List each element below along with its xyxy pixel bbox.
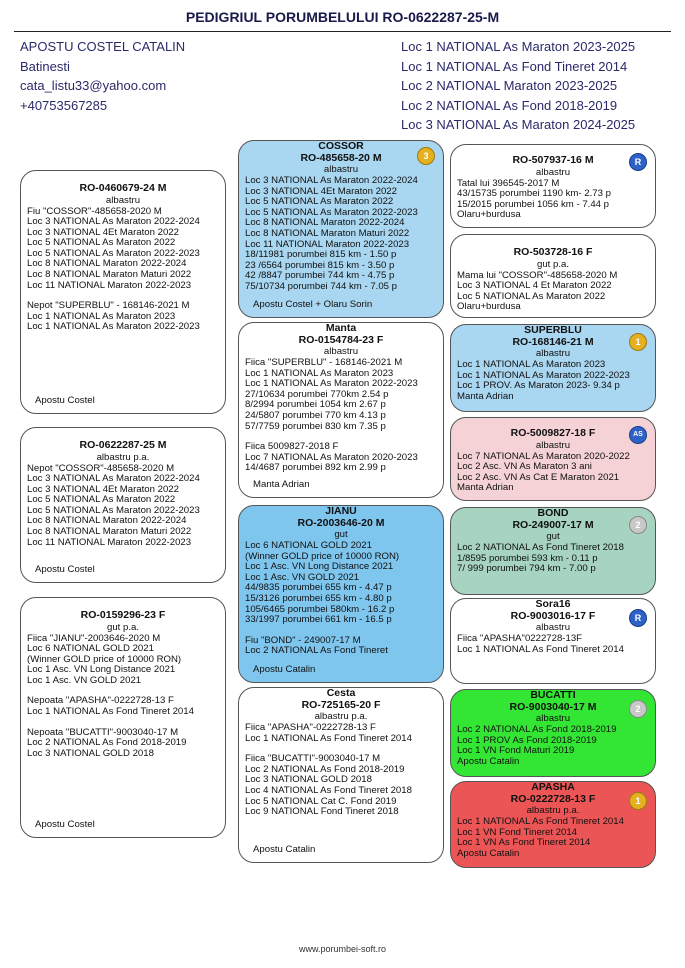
pigeon-color: albastru p.a. — [96, 451, 150, 463]
info-line: Loc 3 NATIONAL 4Et Maraton 2022 — [27, 226, 179, 238]
card-body-ancestry — [239, 754, 443, 818]
breeder-name: Apostu Catalin — [457, 755, 520, 767]
info-line: Fiica "APASHA"0222728-13F — [457, 633, 583, 644]
info-line: 42 /8847 porumbei 744 km - 4.75 p — [245, 270, 395, 282]
info-line: 18/11981 porumbei 815 km - 1.50 p — [245, 249, 397, 261]
info-line: Loc 6 NATIONAL GOLD 2021 — [27, 643, 154, 655]
registered-icon: R — [629, 153, 647, 171]
ring-number: RO-503728-16 F — [513, 246, 593, 258]
ring-number: RO-0154784-23 F — [298, 333, 384, 346]
medal-1-icon: 1 — [629, 792, 647, 810]
info-line: (Winner GOLD price of 10000 RON) — [245, 550, 400, 562]
ring-number: RO-725165-20 F — [301, 698, 381, 711]
info-line: Fiica 5009827-2018 F — [245, 441, 339, 453]
info-line: Loc 2 NATIONAL As Fond 2018-2019 — [27, 737, 187, 749]
info-line: Mama lui "COSSOR"-485658-2020 M — [457, 269, 618, 281]
ring-number: RO-0159296-23 F — [80, 609, 166, 621]
info-line: Loc 2 NATIONAL As Fond 2018-2019 — [245, 763, 405, 775]
pigeon-color: gut p.a. — [536, 258, 569, 270]
info-line: Loc 3 NATIONAL 4Et Maraton 2022 — [27, 483, 179, 495]
info-line: 7/ 999 porumbei 794 km - 7.00 p — [457, 563, 596, 575]
card-cossor[interactable] — [238, 140, 444, 318]
info-line: Loc 1 NATIONAL As Maraton 2023 — [457, 359, 606, 370]
info-line: Loc 2 NATIONAL As Fond Tineret 2018 — [457, 542, 624, 553]
info-line: Loc 7 NATIONAL As Maraton 2020-2023 — [245, 451, 418, 463]
pigeon-name: BOND — [537, 507, 569, 519]
title-line: Loc 2 NATIONAL As Fond 2018-2019 — [401, 97, 618, 113]
info-line: 24/5807 porumbei 770 km 4.13 p — [245, 409, 386, 421]
owner-name: APOSTU COSTEL CATALIN — [20, 39, 186, 54]
info-line: 43/15735 porumbei 1190 km- 2.73 p — [457, 188, 611, 200]
info-line: Loc 5 NATIONAL As Maraton 2022-2023 — [245, 206, 418, 218]
card-body — [239, 176, 443, 293]
info-line: 14/4687 porumbei 892 km 2.99 p — [245, 462, 386, 474]
ring-number: RO-2003646-20 M — [297, 516, 385, 529]
info-line: Fiica "SUPERBLU" - 168146-2021 M — [245, 357, 403, 368]
info-line: Loc 1 NATIONAL As Maraton 2022-2023 — [245, 378, 418, 390]
breeder-name: Apostu Costel + Olaru Sorin — [253, 299, 373, 311]
info-line: Loc 8 NATIONAL Maraton 2022-2024 — [27, 258, 187, 270]
card-body — [451, 543, 655, 575]
info-line: 75/10734 porumbei 744 km - 7.05 p — [245, 280, 398, 292]
title-line: Loc 1 NATIONAL As Fond Tineret 2014 — [401, 58, 628, 74]
card-body-ancestry-2 — [21, 728, 225, 760]
card-body — [451, 817, 655, 849]
pigeon-color: albastru — [535, 622, 571, 633]
breeder-name: Manta Adrian — [253, 479, 310, 491]
title-line: Loc 2 NATIONAL Maraton 2023-2025 — [401, 78, 618, 94]
medal-3-icon: 3 — [417, 147, 435, 165]
info-line: 15/2015 porumbei 1056 km - 7.44 p — [457, 198, 610, 210]
info-line: Loc 1 NATIONAL As Fond Tineret 2014 — [27, 706, 194, 718]
info-line: Nepoata "BUCATTI"-9003040-17 M — [27, 726, 179, 738]
info-line: Loc 8 NATIONAL Maraton Maturi 2022 — [27, 526, 192, 538]
medal-1-icon: 1 — [629, 333, 647, 351]
info-line: Loc 3 NATIONAL 4 Et Maraton 2022 — [457, 280, 612, 292]
pigeon-titles — [401, 37, 635, 135]
card-body — [451, 725, 655, 757]
card-body — [21, 207, 225, 292]
info-line: 1/8595 porumbei 593 km - 0.11 p — [457, 552, 598, 564]
info-line: Loc 5 NATIONAL As Maraton 2022-2023 — [27, 247, 200, 259]
pigeon-name: SUPERBLU — [524, 324, 582, 336]
breeder-name: Apostu Costel — [35, 819, 95, 831]
pigeon-color: albastru — [323, 164, 359, 175]
medal-2-icon: 2 — [629, 700, 647, 718]
card-dam[interactable] — [20, 597, 226, 838]
title-line: Loc 3 NATIONAL As Maraton 2024-2025 — [401, 117, 636, 133]
ring-number: RO-249007-17 M — [512, 518, 594, 531]
info-line: Loc 11 NATIONAL Maraton 2022-2023 — [245, 238, 410, 250]
info-line: Loc 2 NATIONAL As Fond Tineret — [245, 645, 388, 657]
owner-info — [20, 37, 185, 115]
info-line: Loc 1 NATIONAL As Fond Tineret 2014 — [457, 643, 624, 655]
pigeon-color: albastru — [105, 194, 141, 206]
info-line: Loc 2 Asc. VN As Cat E Maraton 2021 — [457, 471, 620, 483]
info-line: Nepot "COSSOR"-485658-2020 M — [27, 462, 175, 474]
info-line: 27/10634 porumbei 770km 2.54 p — [245, 388, 389, 400]
card-gen3-1[interactable] — [450, 144, 656, 228]
title-line: Loc 1 NATIONAL As Maraton 2023-2025 — [401, 39, 636, 54]
pigeon-color: albastru — [535, 348, 571, 359]
info-line: Loc 1 VN Fond Tineret 2014 — [457, 826, 577, 838]
breeder-name: Apostu Costel — [35, 395, 95, 407]
card-body-ancestry — [21, 301, 225, 333]
breeder-name: Olaru+burdusa — [457, 209, 521, 221]
info-line: Loc 5 NATIONAL As Maraton 2022 — [27, 237, 176, 249]
card-body-ancestry — [239, 442, 443, 474]
info-line: Loc 11 NATIONAL Maraton 2022-2023 — [27, 279, 192, 291]
info-line: Loc 2 Asc. VN As Maraton 3 ani — [457, 461, 592, 473]
pigeon-name: BUCATTI — [530, 689, 576, 701]
breeder-name: Olaru+burdusa — [457, 301, 521, 313]
card-body — [21, 634, 225, 687]
info-line: Loc 8 NATIONAL Maraton Maturi 2022 — [245, 227, 410, 239]
info-line: Loc 1 PROV. As Maraton 2023- 9.34 p — [457, 380, 620, 392]
pigeon-color: albastru — [323, 346, 359, 357]
pigeon-name: COSSOR — [318, 140, 364, 152]
card-body — [239, 541, 443, 626]
pigeon-color: gut p.a. — [106, 621, 139, 633]
info-line: 105/6465 porumbei 580km - 16.2 p — [245, 603, 395, 615]
info-line: 44/9835 porumbei 655 km - 4.47 p — [245, 582, 392, 594]
owner-email[interactable]: cata_listu33@yahoo.com — [20, 78, 167, 94]
info-line: Loc 1 NATIONAL As Maraton 2023 — [27, 310, 176, 322]
info-line: Loc 4 NATIONAL As Fond Tineret 2018 — [245, 784, 412, 796]
info-line: Loc 3 NATIONAL As Maraton 2022-2024 — [27, 473, 200, 485]
info-line: Loc 1 Asc. VN GOLD 2021 — [27, 674, 142, 686]
info-line: Loc 7 NATIONAL As Maraton 2020-2022 — [457, 450, 630, 462]
breeder-name: Apostu Costel — [35, 564, 95, 576]
pigeon-color: gut — [334, 529, 348, 540]
info-line: Loc 8 NATIONAL Maraton 2022-2024 — [245, 217, 405, 229]
ring-number: RO-9003040-17 M — [509, 700, 597, 713]
info-line: 23 /6564 porumbei 815 km - 3.50 p — [245, 259, 395, 271]
ring-number: RO-0622287-25 M — [79, 439, 167, 451]
card-sora16[interactable] — [450, 598, 656, 684]
card-sire[interactable] — [20, 170, 226, 414]
pigeon-name: Cesta — [326, 687, 356, 699]
info-line: 8/2994 porumbei 1054 km 2.67 p — [245, 399, 386, 411]
as-trophy-icon: AS — [629, 426, 647, 444]
owner-phone: +40753567285 — [20, 97, 108, 113]
card-apasha[interactable] — [450, 781, 656, 868]
pigeon-color: gut — [546, 531, 560, 542]
ring-number: RO-0222728-13 F — [510, 792, 596, 805]
info-line: Loc 1 Asc. VN GOLD 2021 — [245, 571, 360, 583]
ring-number: RO-485658-20 M — [300, 151, 382, 164]
breeder-name: Apostu Catalin — [253, 844, 316, 856]
info-line: Loc 3 NATIONAL 4Et Maraton 2022 — [245, 185, 397, 197]
info-line: Loc 1 NATIONAL As Fond Tineret 2014 — [457, 816, 624, 827]
info-line: Loc 3 NATIONAL GOLD 2018 — [245, 774, 372, 786]
footer-website[interactable]: www.porumbei-soft.ro — [298, 944, 387, 954]
info-line: Loc 8 NATIONAL Maraton 2022-2024 — [27, 515, 187, 527]
info-line: Loc 1 VN As Fond Tineret 2014 — [457, 837, 591, 849]
info-line: Loc 5 NATIONAL As Maraton 2022 — [245, 196, 394, 208]
info-line: Loc 6 NATIONAL GOLD 2021 — [245, 540, 372, 551]
card-body-ancestry — [239, 636, 443, 657]
info-line: Loc 1 VN Fond Maturi 2019 — [457, 745, 575, 757]
pigeon-color: albastru p.a. — [314, 711, 368, 722]
info-line: Loc 8 NATIONAL Maraton Maturi 2022 — [27, 269, 192, 281]
card-gen3-2[interactable] — [450, 234, 656, 318]
info-line: Loc 1 PROV As Fond 2018-2019 — [457, 734, 597, 746]
info-line: Loc 1 NATIONAL As Maraton 2023 — [245, 367, 394, 379]
info-line: Fiica "JIANU"-2003646-2020 M — [27, 632, 161, 644]
card-body — [239, 723, 443, 744]
info-line: Loc 9 NATIONAL Fond Tineret 2018 — [245, 806, 399, 818]
info-line: Fiu "BOND" - 249007-17 M — [245, 634, 361, 646]
info-line: Loc 5 NATIONAL As Maraton 2022 — [457, 290, 606, 302]
medal-2-icon: 2 — [629, 516, 647, 534]
info-line: Nepoata "APASHA"-0222728-13 F — [27, 695, 174, 707]
card-body — [21, 464, 225, 549]
info-line: Tatal lui 396545-2017 M — [457, 177, 560, 189]
card-subject[interactable] — [20, 427, 226, 583]
info-line: Loc 5 NATIONAL As Maraton 2022-2023 — [27, 504, 200, 516]
pigeon-color: albastru — [535, 439, 571, 451]
info-line: Loc 1 NATIONAL As Fond Tineret 2014 — [245, 732, 412, 744]
info-line: Loc 1 NATIONAL As Maraton 2022-2023 — [457, 369, 630, 381]
pigeon-color: albastru — [535, 713, 571, 724]
ring-number: RO-0460679-24 M — [79, 182, 167, 194]
title-divider — [14, 31, 671, 32]
info-line: Loc 1 Asc. VN Long Distance 2021 — [27, 664, 176, 676]
card-cesta[interactable] — [238, 687, 444, 863]
pigeon-name: APASHA — [531, 781, 575, 793]
ring-number: RO-168146-21 M — [512, 335, 594, 348]
info-line: Loc 3 NATIONAL GOLD 2018 — [27, 747, 154, 759]
card-bucatti[interactable] — [450, 689, 656, 777]
card-gen3-4[interactable] — [450, 417, 656, 501]
info-line: Loc 5 NATIONAL As Maraton 2022 — [27, 494, 176, 506]
info-line: Loc 1 NATIONAL As Maraton 2022-2023 — [27, 321, 200, 333]
info-line: 33/1997 porumbei 661 km - 16.5 p — [245, 614, 392, 626]
card-body — [451, 634, 655, 655]
ring-number: RO-9003016-17 F — [510, 609, 596, 622]
card-body — [239, 358, 443, 432]
ring-number: RO-5009827-18 F — [510, 427, 596, 439]
breeder-name: Apostu Catalin — [457, 847, 520, 859]
info-line: Nepot "SUPERBLU" - 168146-2021 M — [27, 300, 190, 312]
info-line: Loc 3 NATIONAL As Maraton 2022-2024 — [27, 216, 200, 228]
card-body — [451, 360, 655, 392]
card-body — [451, 179, 655, 211]
breeder-name: Manta Adrian — [457, 390, 514, 402]
card-bond[interactable] — [450, 507, 656, 595]
pigeon-name: Manta — [325, 322, 357, 334]
ring-number: RO-507937-16 M — [512, 154, 594, 166]
pigeon-name: JIANU — [325, 505, 357, 517]
owner-city: Batinesti — [20, 58, 70, 74]
card-body-ancestry — [21, 696, 225, 717]
info-line: Loc 3 NATIONAL As Maraton 2022-2024 — [245, 175, 418, 186]
info-line: Loc 11 NATIONAL Maraton 2022-2023 — [27, 536, 192, 548]
page-title: PEDIGRIUL PORUMBELULUI RO-0622287-25-M — [185, 9, 500, 25]
card-superblu[interactable] — [450, 324, 656, 412]
registered-icon: R — [629, 609, 647, 627]
info-line: Fiu "COSSOR"-485658-2020 M — [27, 205, 162, 217]
card-body — [451, 271, 655, 303]
pigeon-color: albastru — [535, 166, 571, 178]
card-manta[interactable] — [238, 322, 444, 498]
info-line: (Winner GOLD price of 10000 RON) — [27, 653, 182, 665]
pigeon-color: albastru p.a. — [526, 805, 580, 816]
info-line: Fiica "APASHA"-0222728-13 F — [245, 722, 376, 733]
pigeon-name: Sora16 — [535, 598, 571, 610]
card-body — [451, 452, 655, 484]
card-jianu[interactable] — [238, 505, 444, 683]
breeder-name: Apostu Catalin — [253, 664, 316, 676]
info-line: 57/7759 porumbei 830 km 7.35 p — [245, 420, 386, 432]
info-line: Loc 5 NATIONAL Cat C. Fond 2019 — [245, 795, 397, 807]
info-line: Loc 2 NATIONAL As Fond 2018-2019 — [457, 724, 617, 735]
breeder-name: Manta Adrian — [457, 482, 514, 494]
info-line: Fiica "BUCATTI"-9003040-17 M — [245, 753, 381, 765]
info-line: Loc 1 Asc. VN Long Distance 2021 — [245, 561, 394, 573]
info-line: 15/3126 porumbei 655 km - 4.80 p — [245, 592, 392, 604]
